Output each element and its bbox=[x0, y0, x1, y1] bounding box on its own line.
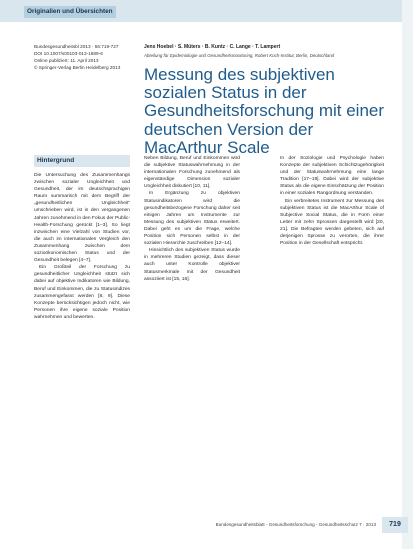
paragraph: Neben Bildung, Beruf und Einkommen wird die subjektive Statuswahrnehmung in der internationalen Forschung zunehmend als eigenständige Dimension sozialer Ungleichheit diskutiert [10, 11]. bbox=[144, 156, 240, 190]
text-column-3 bbox=[280, 155, 384, 517]
article-title: Messung des subjektiven sozialen Status in der Gesundheitsforschung mit einer deutschen Version der MacArthur Scale bbox=[144, 65, 385, 157]
paragraph: In Ergänzung zu objektiven Statusindikatoren wird die gesundheitsbezogene Forschung daher seit einigen Jahren um Instrumente zur Messung des subjektiven Status erweitert. Dabei geht es um die Frage, welche Position sich Personen selbst in der sozialen Hierarchie zuschreiben [12–14]. bbox=[144, 191, 240, 247]
section-heading-text: Hintergrund bbox=[37, 157, 75, 164]
paragraph: Ein Großteil der Forschung zu gesundheitlicher Ungleichheit stützt sich dabei auf objektive Indikatoren wie Bildung, Beruf und Einkommen, die zu Statusindizes zusammengefasst werden [8, 9]. Diese Konzepte berücksichtigen jedoch nicht, wie Personen ihre eigene soziale Position wahrnehmen und bewerten. bbox=[34, 265, 130, 320]
meta-line: © Springer-Verlag Berlin Heidelberg 2013 bbox=[34, 64, 121, 70]
journal-footer: Bundesgesundheitsblatt - Gesundheitsforschung - Gesundheitsschutz 7 · 2013 bbox=[215, 522, 376, 527]
header-band bbox=[0, 0, 413, 22]
paragraph: Ein verbreitetes Instrument zur Messung des subjektiven Status ist die MacArthur Scale of Subjective Social Status, die in Form einer Leiter mit zehn Sprossen dargestellt wird [20, 21]. Die Befragten werden gebeten, sich auf derjenigen Sprosse zu verorten, die ihrer Position in der Gesellschaft entspricht. bbox=[280, 198, 384, 247]
paragraph: Hinsichtlich des subjektiven Status wurde in mehreren Studien gezeigt, dass dieser auch unter Kontrolle objektiver Statusmerkmale mit der Gesundheit assoziiert ist [15, 16]. bbox=[144, 248, 240, 282]
paragraph: In der Soziologie und Psychologie haben Konzepte der subjektiven Schichtzugehörigkeit und der Statuswahrnehmung eine lange Tradition [17–19]. Dabei wird der subjektive Status als die eigene Einschätzung der Position in einer sozialen Rangordnung verstanden. bbox=[280, 156, 384, 197]
meta-line: Online publiziert: 11. April 2013 bbox=[34, 57, 99, 63]
section-heading bbox=[34, 155, 130, 167]
meta-line: DOI 10.1007/s00103-013-1689-6 bbox=[34, 50, 103, 56]
margin-strip bbox=[402, 0, 413, 549]
text-column-1 bbox=[34, 172, 130, 517]
page-number: 719 bbox=[382, 517, 408, 533]
article-metadata bbox=[34, 44, 130, 72]
text-column-2 bbox=[144, 155, 240, 517]
meta-line: Bundesgesundheitsbl 2013 · 56:719-727 bbox=[34, 44, 119, 49]
paragraph: Die Untersuchung des Zusammenhangs zwischen sozialer Ungleichheit und Gesundheit, der im deutschsprachigen Raum summarisch mit dem Begriff der „gesundheitlichen Ungleichheit“ umschrieben wird, ist in den vergangenen Jahren zunehmend in den Fokus der Public-Health-Forschung gerückt [1–3]. So liegt inzwischen eine Vielzahl von Studien vor, die auch im internationalen Vergleich den Zusammenhang zwischen dem sozioökonomischen Status und der Gesundheit belegen [4–7]. bbox=[34, 173, 130, 264]
affiliation: Abteilung für Epidemiologie und Gesundheitsmonitoring, Robert Koch-Institut, Berlin, Deutschland bbox=[144, 53, 335, 58]
authors: Jens Hoebel · S. Müters · B. Kuntz · C. Lange · T. Lampert bbox=[144, 44, 281, 50]
section-tag: Originalien und Übersichten bbox=[24, 6, 116, 18]
